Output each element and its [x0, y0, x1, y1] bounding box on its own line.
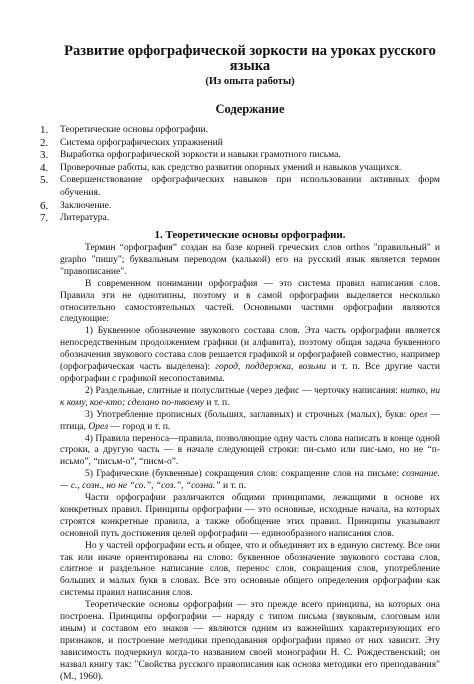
paragraph: Термин “орфография” создан на базе корней греческих слов orthos "правильный" и grapho "пишу"; буквальным переводом (калькой) его на русский язык является термин "правописание". [60, 243, 440, 277]
toc-item [40, 174, 440, 199]
toc-item-text: Литература. [60, 212, 110, 224]
toc-item-number: 3. [40, 149, 49, 162]
paragraph-text: и т. п. Все другие части орфографии с графикой несопоставимы. [60, 362, 440, 384]
paragraph [60, 326, 440, 386]
paragraph: Теоретические основы орфографии — это прежде всего принципы, на которых она построена. Принципы орфографии — наряду с типом письма (звуковым, слоговым или иным) и составом его знаков — являются одним из важнейших характеризующих его признаков, и построение методики преподавания орфографии прямо от них зависит. Эту зависимость подчеркнул когда-то названием своей монографии Н. С. Рождественский; он назвал книгу так: "Свойства русского правописания как основа методики его преподавания" (М., 1960). [60, 600, 440, 682]
title-line-2: языка [229, 58, 271, 74]
toc-item [40, 137, 440, 150]
toc-item-text: Заключение. [60, 199, 112, 211]
paragraph [60, 469, 440, 493]
section-body [60, 243, 440, 684]
toc-item-number: 2. [40, 136, 49, 149]
paragraph-example: Орел [88, 421, 109, 432]
toc-item-number: 6. [40, 199, 49, 212]
paragraph-text: — птица, [60, 409, 440, 432]
document-subtitle: (Из опыта работы) [205, 76, 295, 87]
paragraph-example: сознание. — с., созн., но не “со.”, “соз.”, “созна.” [60, 469, 440, 492]
section-heading: 1. Теоретические основы орфографии. [154, 229, 346, 241]
paragraph-text: и т. п. [204, 397, 230, 408]
toc-item-text: Выработка орфографической зоркости и навыки грамотного письма. [60, 149, 341, 161]
toc-item [40, 200, 440, 213]
paragraph-example: нитко, ни к кому, кое-кто; сделано по-твоему [60, 385, 441, 408]
toc-item-number: 4. [40, 161, 49, 174]
paragraph-example: орел [409, 409, 428, 420]
toc-item-text: Система орфографических упражнений [60, 136, 223, 148]
document-title [50, 44, 450, 74]
paragraph: Но у частей орфографии есть и общее, что и объединяет их в единую систему. Все они так или иначе ориентированы на слово: буквенное обозначение звукового состава слов, слитное и раздельное написание слов, перенос слов, сокращения слов, употребление больших и малых букв в словах. Все это основные общего определения орфографии как системы правил написания слов. [60, 540, 440, 599]
paragraph-text: — город и т. п. [108, 421, 171, 432]
paragraph: Части орфографии различаются общими принципами, лежащими в основе их конкретных правил. Принципы орфографии — это основные, исходные начала, на которых строятся конкретные правила, а также обобщение этих правил. Принципы указывают основной путь достижения целей орфографии — единообразного написания слов. [60, 493, 440, 539]
paragraph-text: 5) Графические (буквенные) сокращения слов: сокращение слов на письме: [85, 469, 403, 480]
paragraph [60, 386, 440, 410]
paragraph-text: и т. п. [220, 481, 247, 492]
paragraph-example: город, поддержка, возьми [215, 362, 327, 373]
toc-item-text: Теоретические основы орфографии. [60, 124, 209, 135]
toc-item-number: 7. [40, 212, 49, 225]
title-line-1: Развитие орфографической зоркости на уроках русского [64, 43, 436, 59]
paragraph: В современном понимании орфография — это система правил написания слов. Правила эти не однотипны, поэтому и в самой орфографии выделяется несколько относительно самостоятельных частей. Основными частями орфографии являются следующие: [60, 278, 440, 325]
toc-item [40, 124, 440, 137]
paragraph: 4) Правила переноса—правила, позволяющие одну часть слова написать в конце одной строки, а другую часть — в начале следующей строки: пи-сьмо или пис-ьмо, но не “п-исьмо”, “письм-о”, “писм-о”. [60, 433, 440, 468]
paragraph-text: 3) Употребление прописных (больших, заглавных) и строчных (малых), букв: [85, 409, 410, 420]
paragraph-text: 2) Раздельные, слитные и полуслитные (через дефис — черточку написания: [85, 385, 401, 396]
toc-item [40, 149, 440, 162]
toc-heading: Содержание [215, 102, 285, 116]
toc-item-number: 5. [40, 174, 49, 187]
toc-item [40, 162, 440, 175]
paragraph [60, 410, 440, 434]
table-of-contents [40, 124, 440, 225]
toc-item-text: Проверочные работы, как средство развития опорных умений и навыков учащихся. [60, 161, 402, 173]
toc-item [40, 212, 440, 225]
toc-item-text: Совершенствование орфографических навыков при использовании активных форм обучения. [60, 174, 440, 198]
paragraph-text: 1) Буквенное обозначение звукового состава слов. Эта часть орфографии является непосредственным продолжением графики (и алфавита), поэтому общая задача буквенного обозначения звукового состава слов решается графикой и орфографией совместно, например (орфографическая часть выделена): [60, 326, 440, 373]
toc-item-number: 1. [40, 124, 49, 136]
